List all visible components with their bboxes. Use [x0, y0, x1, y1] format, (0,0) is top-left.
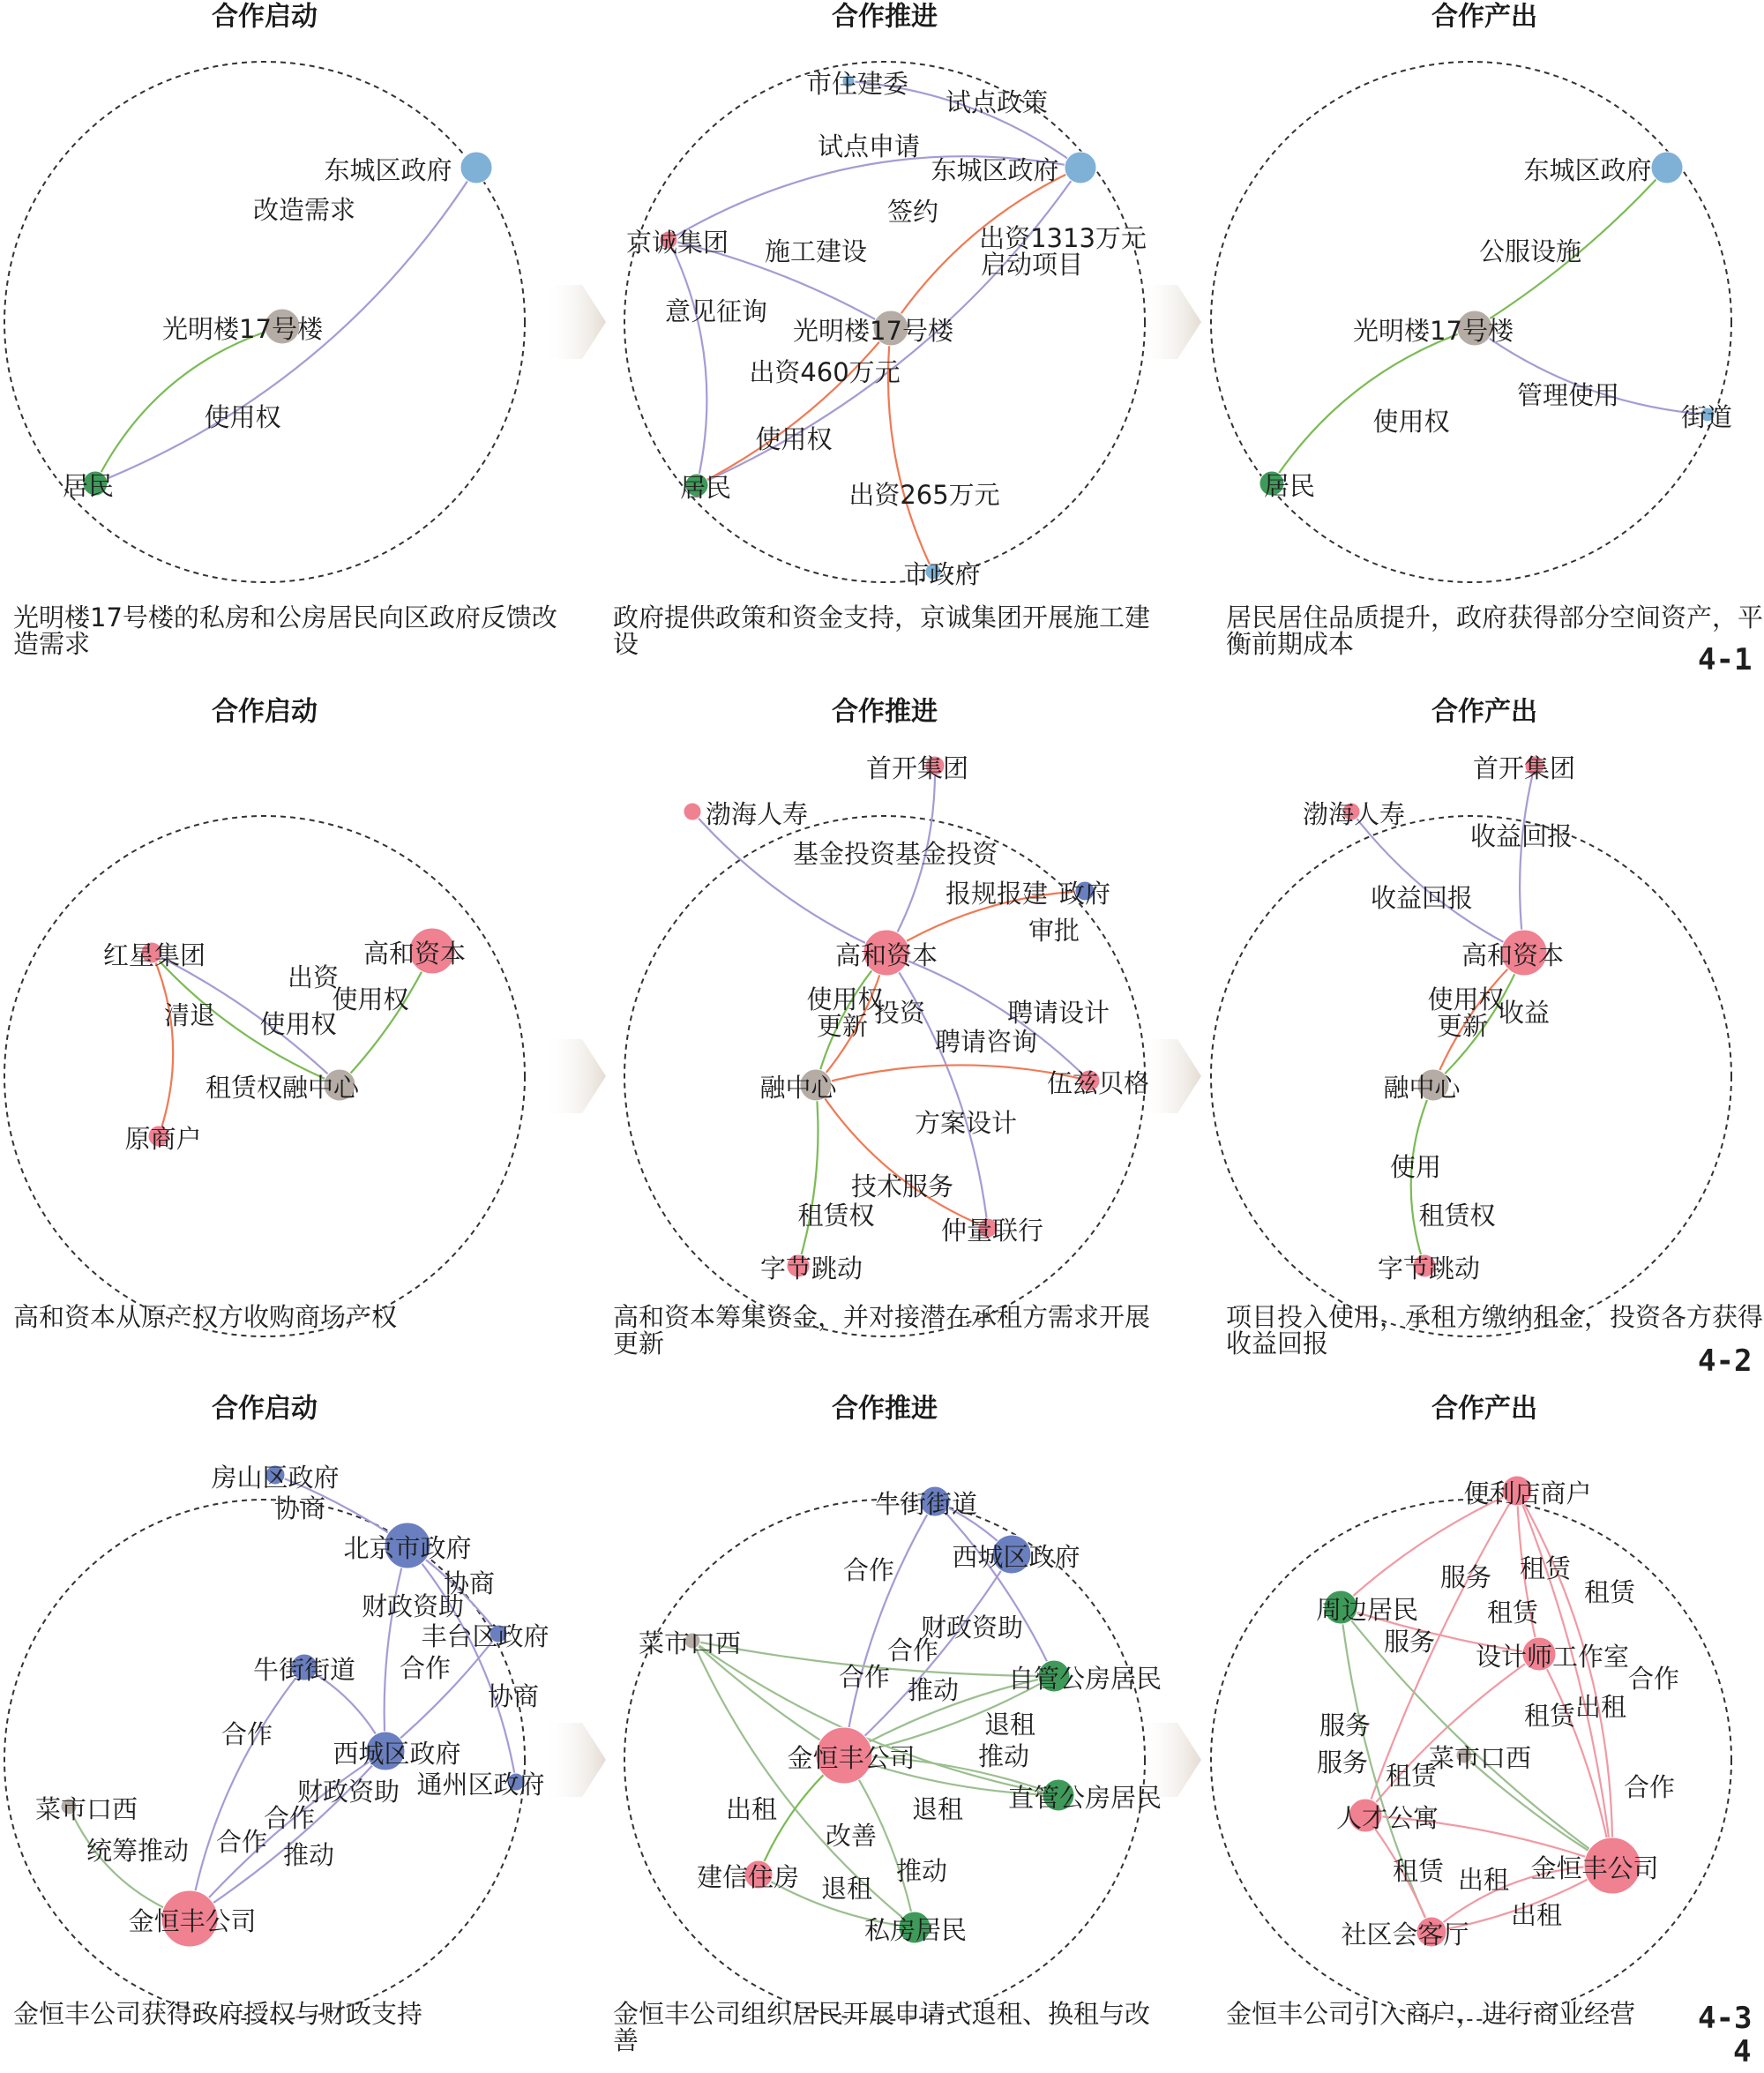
edge-label: 出资: [287, 962, 340, 992]
node-label: 北京市政府: [343, 1533, 472, 1563]
panel-caption: 政府提供政策和资金支持，京诚集团开展施工建设: [613, 602, 1151, 659]
figure-label: 4-1: [1698, 642, 1753, 677]
node-label: 居民: [679, 473, 732, 503]
node-label: 字节跳动: [1377, 1254, 1481, 1283]
node-label: 高和资本: [363, 939, 467, 969]
edge-label: 财政资助: [920, 1613, 1024, 1643]
edge: [340, 951, 432, 1085]
edge-label: 审批: [1028, 916, 1080, 946]
node-label: 政府: [1058, 879, 1111, 909]
edge-label: 合作: [263, 1803, 316, 1833]
panel-title: 合作产出: [1431, 1393, 1537, 1425]
node-label: 人才公寓: [1335, 1803, 1439, 1833]
panel-caption: 居民居住品质提升，政府获得部分空间资产，平衡前期成本: [1226, 602, 1764, 659]
edge-label: 出租: [1574, 1692, 1627, 1722]
panel: [1211, 1394, 1731, 2021]
panel: [4, 1394, 549, 2021]
panel: [1211, 697, 1731, 1337]
edge-label: 租赁: [1519, 1553, 1572, 1583]
node-label: 菜市口西: [638, 1628, 742, 1658]
panel-caption: 项目投入使用，承租方缴纳租金，投资各方获得收益回报: [1226, 1302, 1764, 1358]
node-label: 仲量联行: [940, 1216, 1044, 1246]
edge-label: 财政资助: [296, 1777, 400, 1807]
node-label: 街道: [1680, 402, 1733, 432]
edge-label: 推动: [977, 1741, 1030, 1771]
panel-title: 合作启动: [212, 1393, 318, 1425]
node-label: 原商户: [124, 1124, 202, 1154]
panel: [4, 2, 525, 583]
panel-title: 合作产出: [1431, 1, 1537, 33]
edge-label: 更新: [1436, 1011, 1489, 1041]
edge-label: 使用权: [806, 984, 884, 1014]
node-label: 首开集团: [1472, 753, 1576, 783]
node-label: 红星集团: [102, 940, 206, 970]
node-label: 东城区政府: [1523, 155, 1652, 185]
edge-label: 推动: [282, 1840, 335, 1870]
node-label: 金恒丰公司: [787, 1743, 916, 1773]
edge: [692, 812, 886, 953]
node-label: 东城区政府: [931, 155, 1059, 185]
node-label: 融中心: [759, 1073, 837, 1103]
edge-label: 使用权: [259, 1009, 337, 1039]
edge-label: 使用权: [755, 424, 833, 454]
edge-label: 聘请设计: [1006, 998, 1110, 1028]
edge-label: 出资265万元: [848, 480, 1000, 510]
edge-label: 公服设施: [1478, 236, 1582, 266]
edge-label: 服务: [1383, 1627, 1436, 1657]
edge-label: 试点政策: [945, 87, 1049, 117]
node-label: 渤海人寿: [1302, 799, 1406, 829]
node-label: 字节跳动: [759, 1254, 863, 1283]
edge-label: 租赁: [1583, 1577, 1636, 1607]
edge-label: 服务: [1439, 1562, 1492, 1592]
node-label: 光明楼17号楼: [793, 316, 953, 346]
panel: [624, 1394, 1162, 2021]
edge-label: 清退: [163, 1000, 216, 1030]
edge-label: 合作: [1623, 1772, 1676, 1802]
node-label: 伍兹贝格: [1046, 1068, 1150, 1098]
edge-label: 使用权: [204, 402, 281, 432]
edge-label: 推动: [907, 1675, 960, 1705]
panel-caption: 金恒丰公司引入商户，进行商业经营: [1226, 1999, 1636, 2029]
edge-label: 租赁: [1392, 1856, 1445, 1886]
edge-label: 出租: [1457, 1865, 1510, 1895]
edge-label: 出资1313万元: [979, 223, 1147, 253]
node-label: 光明楼17号楼: [162, 314, 323, 344]
panel: [624, 2, 1147, 590]
node-label: 周边居民: [1315, 1595, 1419, 1625]
node-label: 牛街街道: [252, 1655, 356, 1685]
node-label: 设计师工作室: [1475, 1642, 1630, 1672]
node-label: 西城区政府: [952, 1542, 1080, 1572]
flow-arrow: [542, 1039, 606, 1113]
edge: [935, 1501, 1054, 1676]
edge-label: 施工建设: [764, 236, 868, 266]
node-label: 菜市口西: [1428, 1743, 1532, 1773]
edge: [697, 328, 891, 485]
node-label: 通州区政府: [416, 1770, 545, 1800]
edge: [798, 1085, 818, 1266]
edge-label: 合作: [842, 1555, 895, 1585]
edge: [190, 1667, 304, 1919]
edge-label: 推动: [895, 1856, 948, 1886]
edge-label: 出租: [1510, 1900, 1563, 1930]
edge-label: 使用: [1389, 1152, 1442, 1182]
node-label: 首开集团: [865, 753, 969, 783]
edge-label: 租赁权: [797, 1201, 875, 1231]
node-label: 市政府: [903, 559, 981, 589]
edge-label: 出租: [725, 1794, 778, 1824]
edge: [385, 1545, 407, 1751]
edge: [1520, 766, 1535, 953]
edge: [1517, 1491, 1612, 1866]
flow-arrow: [542, 1723, 606, 1797]
node-bh: [684, 803, 701, 820]
edge-label: 使用权: [1427, 984, 1505, 1014]
panel-title: 合作推进: [832, 696, 938, 728]
edge-label: 服务: [1319, 1710, 1372, 1740]
panel: [4, 697, 525, 1337]
edge-label: 聘请咨询: [934, 1027, 1038, 1057]
edge-label: 租赁: [1523, 1701, 1576, 1731]
edge: [1517, 1491, 1612, 1866]
edge-label: 租赁: [1385, 1761, 1438, 1791]
panel-title: 合作推进: [832, 1, 938, 33]
edge-label: 意见征询: [664, 296, 768, 326]
panel-caption: 高和资本筹集资金，并对接潜在承租方需求开展更新: [613, 1302, 1151, 1358]
edge-label: 使用权: [1372, 407, 1450, 437]
edge-label: 协商: [487, 1681, 540, 1711]
edge-label: 服务: [1316, 1747, 1369, 1777]
edge-label: 统筹推动: [86, 1836, 190, 1866]
node-label: 丰台区政府: [421, 1621, 549, 1651]
panel-caption: 光明楼17号楼的私房和公房居民向区政府反馈改造需求: [13, 602, 557, 659]
edge-label: 合作: [1627, 1664, 1680, 1694]
node-label: 西城区政府: [333, 1739, 461, 1769]
edge: [1272, 328, 1475, 483]
node-gov: [1651, 152, 1683, 183]
edge-label: 合作: [399, 1653, 452, 1683]
node-label: 高和资本: [834, 940, 938, 970]
panel-title: 合作启动: [212, 1, 318, 33]
edge-label: 更新: [816, 1011, 869, 1041]
panel: [1211, 2, 1732, 583]
node-label: 房山区政府: [211, 1463, 340, 1493]
node-label: 私房居民: [863, 1915, 968, 1945]
edge-label: 报规报建: [945, 879, 1049, 909]
node-label: 光明楼17号楼: [1353, 316, 1514, 346]
figure-label-extra: 4: [1733, 2034, 1752, 2069]
edge: [1365, 1654, 1539, 1815]
edge-label: 协商: [443, 1568, 496, 1598]
edge-label: 收益回报: [1469, 821, 1573, 851]
edge-label: 退租: [983, 1710, 1036, 1740]
edge-label: 租赁: [1486, 1598, 1539, 1628]
node-label: 金恒丰公司: [128, 1906, 257, 1936]
edge-label: 基金投资基金投资: [792, 839, 998, 869]
figure-label: 4-2: [1698, 1343, 1753, 1379]
node-label: 渤海人寿: [705, 799, 809, 829]
edge: [152, 953, 173, 1136]
node-gov: [460, 152, 492, 183]
edge-label: 试点申请: [817, 131, 921, 161]
node-label: 社区会客厅: [1341, 1920, 1469, 1950]
node-label: 高和资本: [1461, 940, 1565, 970]
node-label: 京诚集团: [625, 228, 729, 258]
panel: [624, 697, 1149, 1337]
node-label: 东城区政府: [324, 155, 452, 185]
edge-label: 改造需求: [252, 195, 356, 225]
node-label: 租赁权融中心: [205, 1073, 360, 1103]
panel-title: 合作启动: [212, 696, 318, 728]
node-label: 居民: [1263, 471, 1316, 501]
edge-label: 收益回报: [1370, 883, 1474, 913]
edge-label: 使用权: [332, 984, 409, 1014]
flow-arrow: [1138, 285, 1201, 359]
edge-label: 退租: [820, 1874, 873, 1904]
edge-label: 租赁权: [1418, 1201, 1496, 1231]
node-label: 自管公房居民: [1007, 1664, 1162, 1694]
edge-label: 方案设计: [914, 1108, 1018, 1138]
edge-label: 出资460万元: [749, 357, 901, 387]
node-label: 直管公房居民: [1007, 1783, 1162, 1813]
edge-label: 财政资助: [361, 1591, 465, 1621]
edge-label: 合作: [215, 1827, 268, 1857]
panel-caption: 金恒丰公司组织居民开展申请式退租、换租与改善: [613, 1999, 1151, 2055]
edge-label: 投资: [873, 998, 926, 1028]
node-label: 菜市口西: [34, 1794, 138, 1824]
edge-label: 协商: [273, 1493, 326, 1523]
edge-label: 退租: [911, 1794, 964, 1824]
node-label: 居民: [62, 471, 115, 501]
flow-arrow: [542, 285, 606, 359]
edge-label: 合作: [220, 1719, 273, 1749]
figure-label: 4-3: [1698, 2001, 1753, 2036]
edge-label: 技术服务: [850, 1171, 954, 1201]
edge-label: 管理使用: [1516, 380, 1620, 410]
edge: [1539, 1654, 1612, 1866]
node-label: 便利店商户: [1463, 1478, 1592, 1508]
edge-label: 签约: [886, 197, 939, 227]
edge-label: 收益: [1498, 998, 1551, 1028]
node-label: 建信住房: [696, 1862, 800, 1892]
node-dcq: [1065, 152, 1096, 183]
edge-label: 合作: [886, 1635, 939, 1665]
edge-label: 启动项目: [980, 250, 1084, 280]
panel-title: 合作产出: [1431, 696, 1537, 728]
panel-caption: 金恒丰公司获得政府授权与财政支持: [13, 1999, 423, 2029]
panel-caption: 高和资本从原产权方收购商场产权: [13, 1302, 398, 1332]
node-label: 融中心: [1383, 1073, 1461, 1103]
node-label: 牛街街道: [874, 1489, 978, 1519]
edge: [669, 240, 706, 485]
panel-title: 合作推进: [832, 1393, 938, 1425]
edge-label: 合作: [838, 1662, 891, 1692]
edge-label: 改善: [825, 1821, 878, 1851]
node-label: 市住建委: [805, 69, 909, 99]
node-label: 金恒丰公司: [1530, 1853, 1659, 1883]
